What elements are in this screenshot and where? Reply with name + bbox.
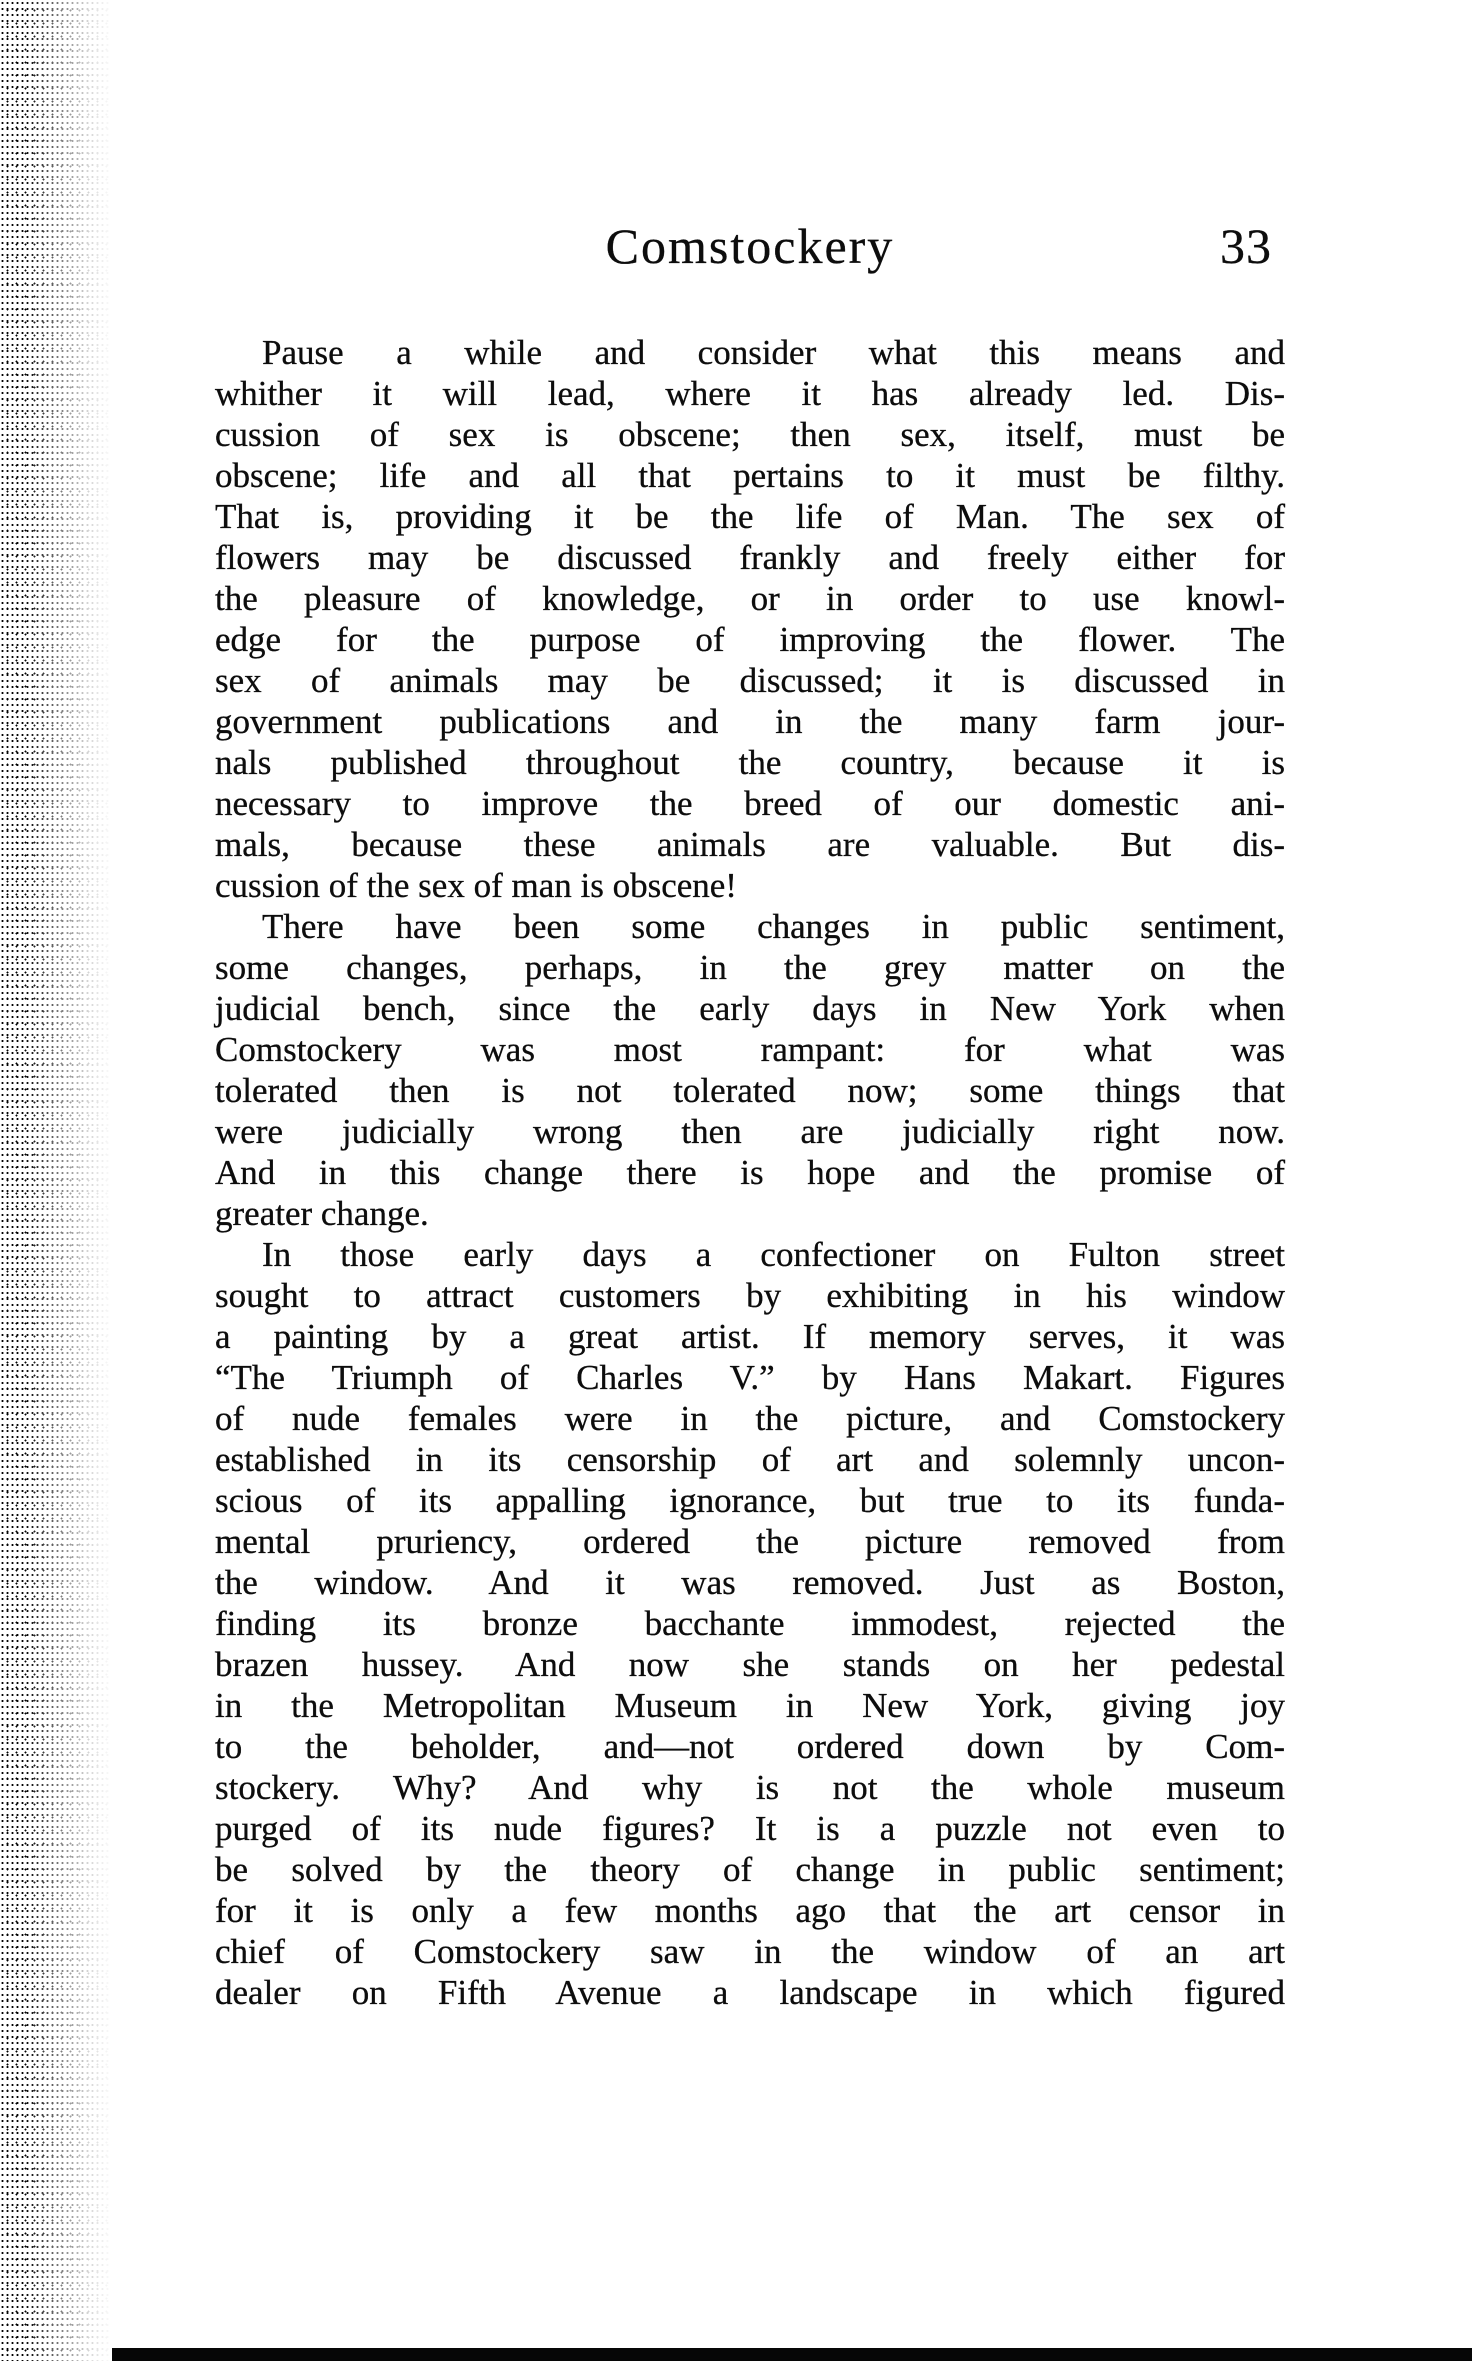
text-line: in the Metropolitan Museum in New York, giving joy [215,1686,1285,1725]
paragraph [215,332,1285,906]
text-line: necessary to improve the breed of our domestic ani- [215,784,1285,823]
text-line: flowers may be discussed frankly and freely either for [215,538,1285,577]
body-text [215,332,1285,2013]
text-line: Pause a while and consider what this means and [262,333,1285,372]
text-line: cussion of sex is obscene; then sex, itself, must be [215,415,1285,454]
text-line: In those early days a confectioner on Fulton street [262,1235,1285,1274]
text-line: established in its censorship of art and solemnly uncon- [215,1440,1285,1479]
text-line: the window. And it was removed. Just as Boston, [215,1563,1285,1602]
text-line: And in this change there is hope and the promise of [215,1153,1285,1192]
text-line: a painting by a great artist. If memory serves, it was [215,1317,1285,1356]
text-line: scious of its appalling ignorance, but true to its funda- [215,1481,1285,1520]
text-line: That is, providing it be the life of Man. The sex of [215,497,1285,536]
text-line: Comstockery was most rampant: for what was [215,1030,1285,1069]
text-line: of nude females were in the picture, and Comstockery [215,1399,1285,1438]
text-line: dealer on Fifth Avenue a landscape in which figured [215,1973,1285,2012]
text-line: tolerated then is not tolerated now; some things that [215,1071,1285,1110]
text-line: sought to attract customers by exhibiting in his window [215,1276,1285,1315]
text-line: chief of Comstockery saw in the window of an art [215,1932,1285,1971]
text-line: nals published throughout the country, because it is [215,743,1285,782]
running-header-title: Comstockery [605,218,895,274]
page-number: 33 [1220,218,1272,274]
scan-edge-artifact [112,2348,1472,2361]
page-header [215,214,1285,278]
text-line: greater change. [215,1194,429,1233]
text-line: edge for the purpose of improving the flower. The [215,620,1285,659]
text-line: judicial bench, since the early days in New York when [215,989,1285,1028]
text-line: to the beholder, and—not ordered down by Com- [215,1727,1285,1766]
paragraph [215,1234,1285,2013]
text-line: There have been some changes in public sentiment, [262,907,1285,946]
text-line: some changes, perhaps, in the grey matter on the [215,948,1285,987]
text-line: were judicially wrong then are judicially right now. [215,1112,1285,1151]
paragraph [215,906,1285,1234]
text-line: government publications and in the many farm jour- [215,702,1285,741]
text-line: mental pruriency, ordered the picture removed from [215,1522,1285,1561]
text-line: brazen hussey. And now she stands on her pedestal [215,1645,1285,1684]
text-line: finding its bronze bacchante immodest, rejected the [215,1604,1285,1643]
text-line: for it is only a few months ago that the art censor in [215,1891,1285,1930]
text-line: “The Triumph of Charles V.” by Hans Makart. Figures [215,1358,1285,1397]
text-line: the pleasure of knowledge, or in order to use knowl- [215,579,1285,618]
text-line: cussion of the sex of man is obscene! [215,866,737,905]
binding-gutter-texture [0,0,112,2361]
text-line: mals, because these animals are valuable. But dis- [215,825,1285,864]
text-line: obscene; life and all that pertains to it must be filthy. [215,456,1285,495]
text-line: be solved by the theory of change in public sentiment; [215,1850,1285,1889]
text-line: sex of animals may be discussed; it is discussed in [215,661,1285,700]
text-line: stockery. Why? And why is not the whole museum [215,1768,1285,1807]
text-line: purged of its nude figures? It is a puzzle not even to [215,1809,1285,1848]
text-line: whither it will lead, where it has already led. Dis- [215,374,1285,413]
